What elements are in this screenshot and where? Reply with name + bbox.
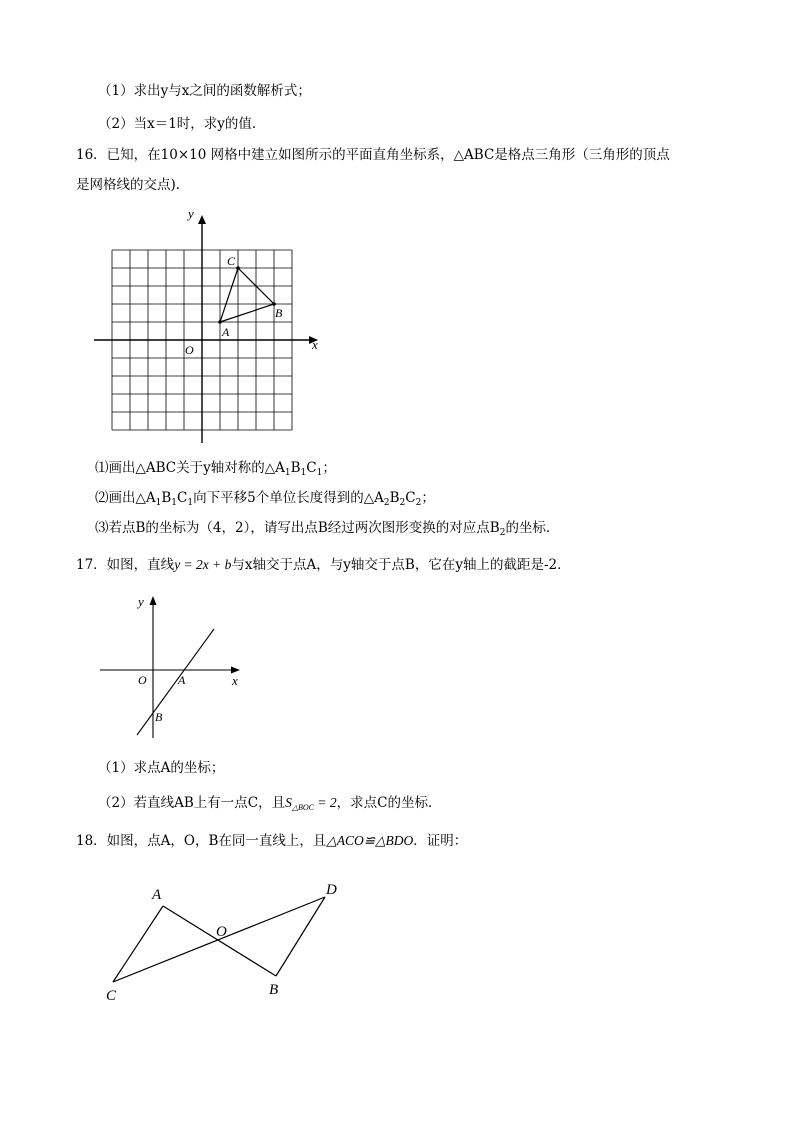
x-axis-label: x [312, 337, 318, 352]
origin-label: O [185, 343, 194, 357]
q17-part2: （2）若直线AB上有一点C，且$S_{\triangle BOC} = 2$，求点C的坐标． [98, 795, 442, 812]
label-d: D [326, 882, 337, 898]
triangle-abc [220, 268, 274, 322]
label-b: B [275, 306, 283, 320]
label-b: B [155, 710, 163, 724]
x-axis-label: x [232, 673, 238, 688]
q16-stem-line1: 16．已知，在10×10 网格中建立如图所示的平面直角坐标系，△ABC是格点三角形（三角形的顶点 [76, 147, 670, 163]
axes [94, 219, 314, 443]
vertex-a [218, 320, 222, 324]
y-axis-arrow [150, 596, 157, 605]
label-a: A [178, 673, 186, 687]
segment-ab [163, 906, 276, 976]
q15-part2: （2）当x＝1时，求y的值． [98, 116, 266, 132]
q18-figure [100, 875, 350, 1010]
q18-stem: 18．如图，点A，O，B在同一直线上，且△ACO≌△BDO．证明： [76, 833, 468, 849]
y-axis-label: y [138, 594, 144, 609]
vertex-c [236, 266, 240, 270]
label-c: C [106, 988, 117, 1004]
q16-sub2: ⑵画出$\triangle A_1B_1C_1$向下平移5个单位长度得到的$\triangle A_2B_2C_2$； [95, 490, 435, 508]
origin-label: O [138, 673, 147, 687]
q16-grid-figure [90, 205, 330, 450]
q17-part1: （1）求点A的坐标； [98, 760, 225, 776]
segment-ca [113, 906, 163, 982]
label-b: B [269, 982, 279, 998]
congruence-statement: △ACO≌△BDO [326, 833, 414, 848]
label-a: A [152, 887, 162, 903]
segment-bd [276, 897, 325, 976]
y-axis-arrow [198, 215, 206, 224]
q16-stem-line2: 是网格线的交点)． [76, 177, 190, 193]
q17-stem: 17．如图，直线y = 2x + b与x轴交于点A，与y轴交于点B，它在y轴上的截距是-2． [76, 557, 571, 573]
area-expression: $S_{\triangle BOC} = 2$ [285, 795, 337, 812]
q16-sub3: ⑶若点B的坐标为（4，2），请写出点B经过两次图形变换的对应点$B_2$的坐标． [95, 520, 560, 538]
label-c: C [227, 254, 236, 268]
line-ab [137, 629, 214, 735]
label-a: A [222, 325, 230, 339]
y-axis-label: y [188, 206, 194, 221]
q17-line-figure [96, 592, 251, 742]
line-equation: y = 2x + b [174, 557, 232, 572]
q16-sub1: ⑴画出△ABC关于y轴对称的$\triangle A_1B_1C_1$； [95, 460, 336, 478]
label-o: O [216, 924, 227, 940]
q15-part1: （1）求出y与x之间的函数解析式； [98, 83, 311, 99]
